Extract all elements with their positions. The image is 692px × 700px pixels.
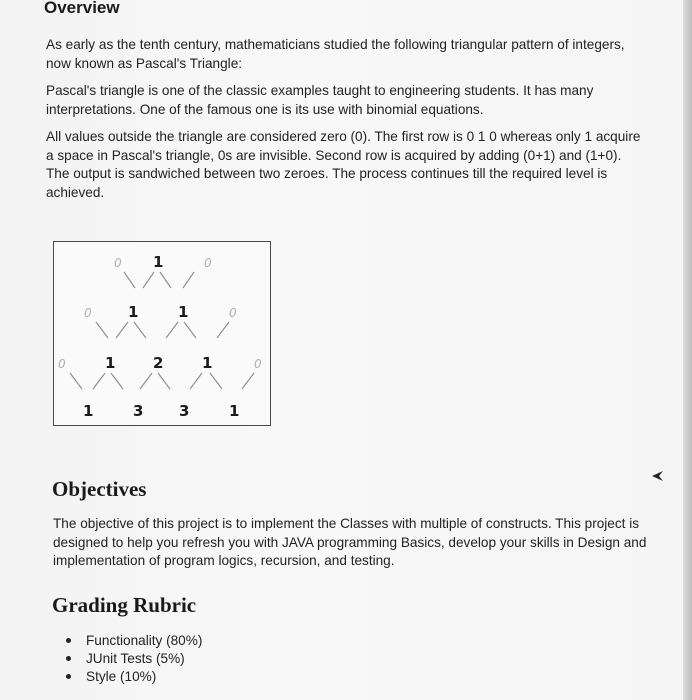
bullet-icon [66,674,71,679]
triangle-zero: 0 [84,306,92,320]
rubric-item-label: Style (10%) [86,669,157,684]
connector-line [184,322,196,338]
overview-heading: Overview [44,0,120,17]
connector-line [70,373,82,389]
bullet-icon [66,638,71,643]
connector-line [217,322,229,338]
connector-line [124,272,135,288]
rubric-item [66,632,202,650]
bullet-icon [66,656,71,661]
connector-line [166,322,178,338]
pascal-triangle-diagram [54,242,270,425]
connector-line [190,373,202,389]
connector-line [116,322,128,338]
connector-line [140,373,152,389]
connector-line [96,322,108,338]
connector-line [158,373,170,389]
triangle-zero: 0 [204,256,212,270]
connector-line [210,373,222,389]
triangle-value: 1 [105,354,116,372]
triangle-zero: 0 [254,357,262,371]
triangle-value: 1 [229,402,240,420]
overview-paragraph-2: Pascal's triangle is one of the classic examples taught to engineering students. It has many interpretations. One of the famous one is its use with binomial equations. [46,83,594,117]
objectives-heading: Objectives [52,477,147,501]
objectives-paragraph: The objective of this project is to implement the Classes with multiple of constructs. This project is designed to help you refresh you with JAVA programming Basics, develop your skills in Design and implementation of program logics, recursion, and testing. [53,516,647,568]
overview-paragraph-3: All values outside the triangle are considered zero (0). The first row is 0 1 0 whereas only 1 acquire a space in Pascal's triangle, 0s are invisible. Second row is acquired by adding (0+1) and (1+0). The output is sandwiched between two zeroes. The process continues till the required level is achieved. [46,129,641,200]
connector-line [242,373,254,389]
connector-line [111,373,123,389]
rubric-item-label: JUnit Tests (5%) [86,651,185,666]
triangle-value: 1 [178,303,189,321]
overview-paragraph-1: As early as the tenth century, mathematicians studied the following triangular pattern of integers, now known as Pascal's Triangle: [46,37,625,71]
connector-line [93,373,105,389]
rubric-item-label: Functionality (80%) [86,633,203,648]
triangle-value: 3 [133,402,144,420]
rubric-item [66,650,202,668]
mouse-pointer-icon [651,470,665,482]
connector-line [160,272,171,288]
connector-line [143,272,154,288]
triangle-value: 1 [83,402,94,420]
triangle-value: 2 [153,354,164,372]
rubric-item [66,668,202,686]
triangle-zero: 0 [229,306,237,320]
connector-line [183,272,194,288]
triangle-value: 3 [179,402,190,420]
pascal-triangle-figure [53,241,271,426]
triangle-value: 1 [202,354,213,372]
triangle-zero: 0 [58,357,66,371]
triangle-value: 1 [153,253,164,271]
triangle-value: 1 [128,303,139,321]
connector-line [134,322,146,338]
triangle-zero: 0 [114,256,122,270]
grading-rubric-heading: Grading Rubric [52,593,197,617]
page-edge [683,0,692,700]
grading-rubric-list [66,632,202,686]
